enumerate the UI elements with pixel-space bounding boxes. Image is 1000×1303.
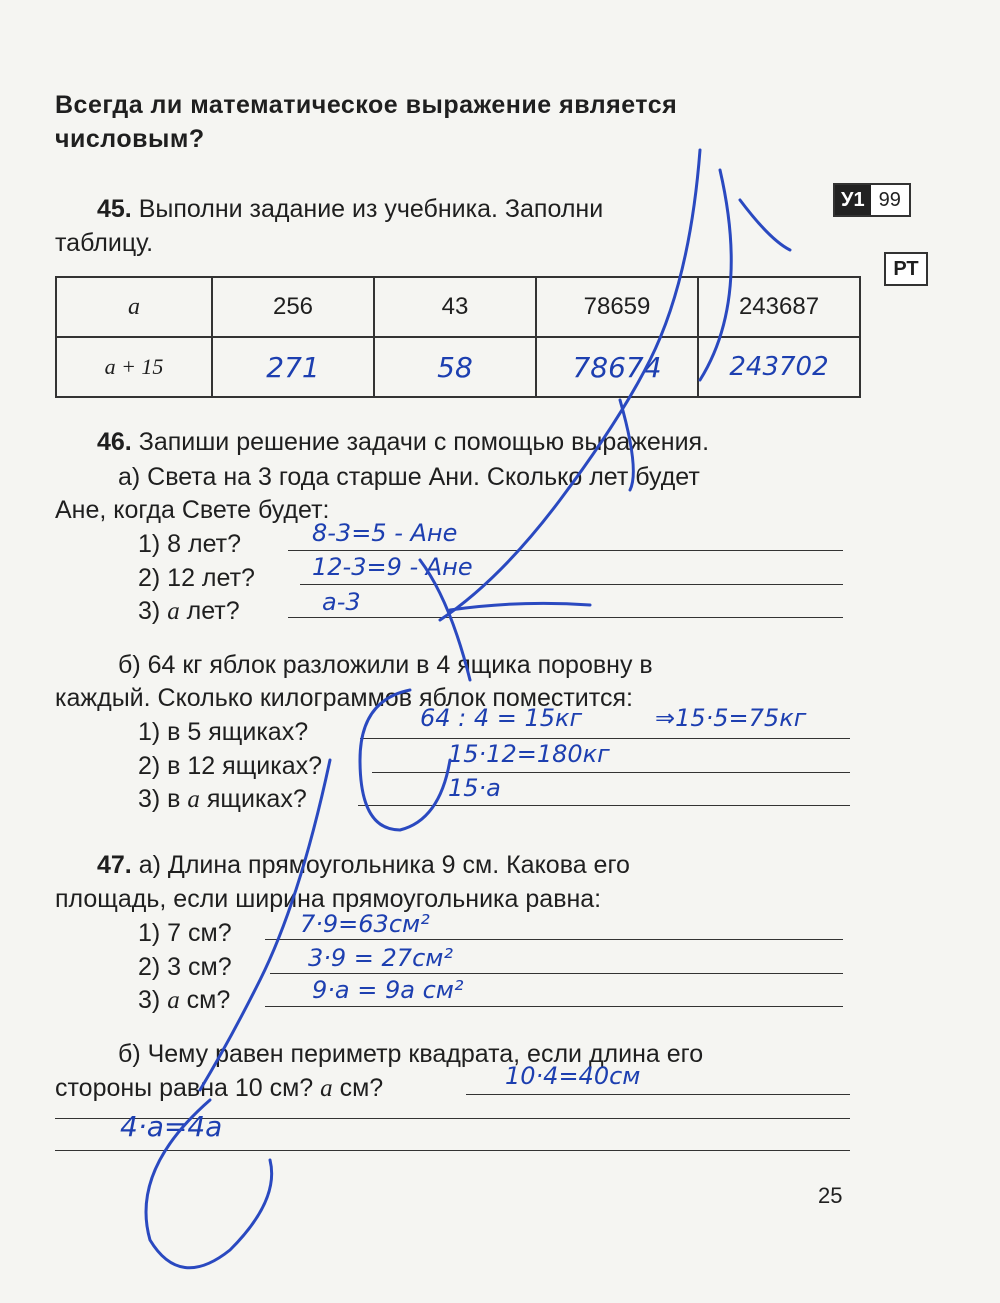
task-46b-line1: б) 64 кг яблок разложили в 4 ящика поровну в — [118, 651, 653, 679]
task-46-number: 46. — [97, 428, 132, 456]
scribble-stroke — [440, 150, 700, 620]
table-cell: 78659 — [536, 277, 698, 337]
task-46a-item1: 1) 8 лет? — [138, 530, 242, 558]
task-46-text: Запиши решение задачи с помощью выражения. — [138, 428, 710, 456]
handwritten-answer: 243702 — [729, 352, 829, 382]
handwritten-answer: 271 — [266, 350, 320, 384]
item-number: 3) в — [138, 785, 181, 813]
task-46a-item2: 2) 12 лет? — [138, 564, 255, 592]
item-text: ящиках? — [206, 785, 307, 813]
item-text: см? — [339, 1074, 384, 1102]
task-47a-item2: 2) 3 см? — [138, 953, 232, 981]
handwritten-answer: 15·a — [448, 774, 501, 802]
scribble-stroke — [420, 560, 470, 680]
variable-a: a — [320, 1075, 333, 1102]
task-45-text: Выполни задание из учебника. Заполни — [138, 195, 604, 223]
page-number: 25 — [818, 1183, 843, 1208]
handwritten-answer: 4·a=4a — [120, 1110, 223, 1143]
scribble-stroke — [146, 1100, 272, 1268]
task-46b-line2: каждый. Сколько килограммов яблок поместится: — [55, 684, 633, 712]
unit-badge-label: У1 — [835, 185, 871, 215]
item-text: см? — [186, 986, 231, 1014]
table-head-a: a — [56, 277, 212, 337]
handwritten-answer: 15·12=180кг — [448, 740, 610, 768]
task-47b-line1: б) Чему равен периметр квадрата, если длина его — [118, 1040, 704, 1068]
task-46a-line1: а) Света на 3 года старше Ани. Сколько лет будет — [118, 463, 700, 491]
handwritten-answer: 78674 — [572, 350, 662, 384]
scribble-stroke — [450, 603, 590, 610]
section-heading: Всегда ли математическое выражение является числовым? — [55, 91, 678, 153]
scribble-stroke — [620, 400, 633, 490]
handwritten-answer: 10·4=40см — [505, 1062, 641, 1090]
variable-a: a — [167, 598, 180, 625]
handwritten-answer: 12-3=9 - Ане — [312, 553, 473, 581]
unit-badge-page: 99 — [871, 185, 909, 215]
task-45-line2: таблицу. — [55, 229, 154, 257]
handwritten-answer: 3·9 = 27см² — [308, 944, 453, 972]
task-47-text: а) Длина прямоугольника 9 см. Какова его — [138, 851, 630, 879]
item-text: лет? — [186, 597, 240, 625]
scribble-stroke — [700, 170, 731, 380]
task-47-number: 47. — [97, 851, 132, 879]
task-47a-item1: 1) 7 см? — [138, 919, 232, 947]
handwritten-answer: 8-3=5 - Ане — [312, 519, 458, 547]
scribble-stroke — [360, 690, 450, 830]
variable-a: a — [167, 987, 180, 1014]
scribble-stroke — [200, 760, 330, 1090]
handwritten-answer: 64 : 4 = 15кг — [420, 704, 583, 732]
workbook-mark: РТ — [884, 252, 928, 286]
item-number: 3) — [138, 597, 161, 625]
handwritten-answer: 9·a = 9a см² — [312, 976, 464, 1004]
handwritten-answer: a-3 — [322, 588, 361, 616]
task-47a-line2: площадь, если ширина прямоугольника равна: — [55, 885, 602, 913]
handwritten-answer: 7·9=63см² — [300, 910, 430, 938]
task-46a-line2: Ане, когда Свете будет: — [55, 496, 330, 524]
task-46b-item2: 2) в 12 ящиках? — [138, 752, 323, 780]
task-46b-item1: 1) в 5 ящиках? — [138, 718, 309, 746]
handwritten-answer: ⇒15·5=75кг — [655, 704, 807, 732]
table-cell: 256 — [212, 277, 374, 337]
task-45-number: 45. — [97, 195, 132, 223]
scribble-stroke — [740, 200, 790, 250]
item-number: 3) — [138, 986, 161, 1014]
variable-a: a — [187, 786, 200, 813]
handwritten-answer: 58 — [437, 350, 473, 384]
item-text: стороны равна 10 см? — [55, 1074, 314, 1102]
table-cell: 43 — [374, 277, 536, 337]
table-cell: 243687 — [698, 277, 860, 337]
table-head-a-plus-15: a + 15 — [56, 337, 212, 397]
